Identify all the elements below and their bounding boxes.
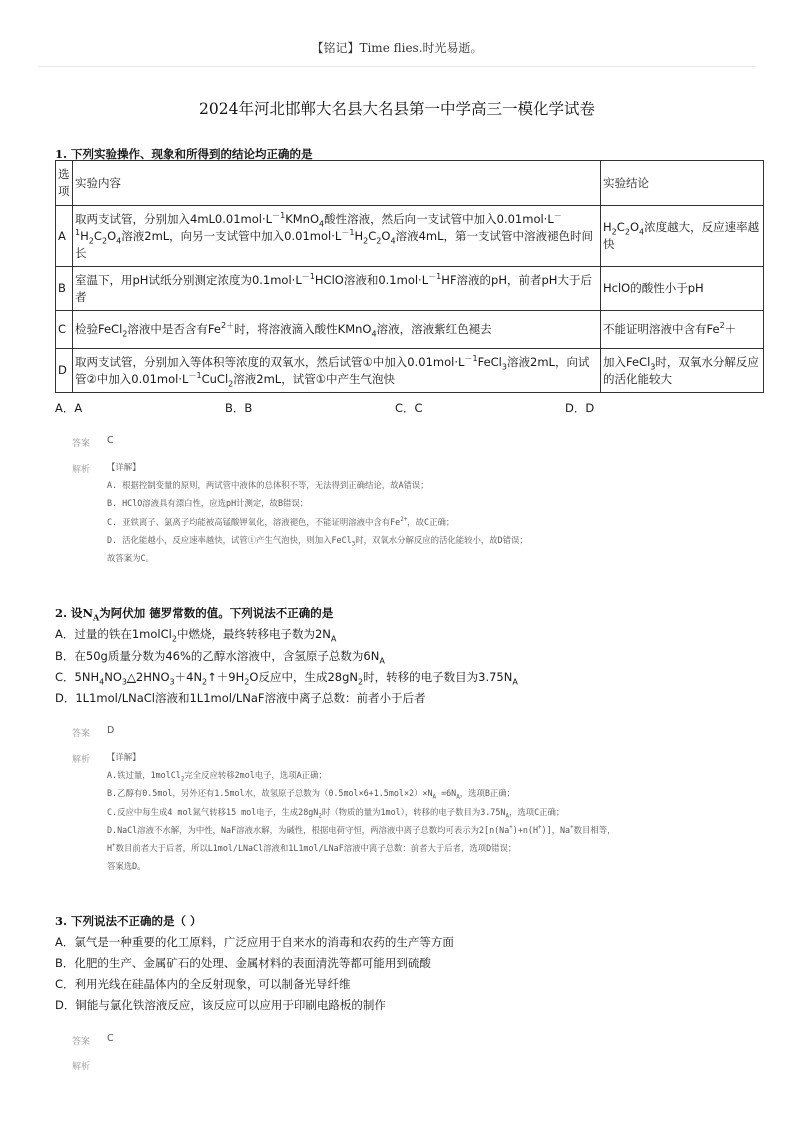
q2-answer-value: D xyxy=(107,725,115,736)
q2-option-a: A．过量的铁在1molCl$_2$中燃烧，最终转移电子数为$2N_A$ xyxy=(55,627,337,644)
q2-option-c: C．$5NH_4NO_3\triangle 2HNO_3+4N_2↑+9H_2O$反应中，生成$28gN_2$时，转移的电子数目为$3.75N_A$ xyxy=(55,670,518,687)
table-header-row xyxy=(56,161,764,206)
analysis-line: 【详解】 xyxy=(107,462,141,472)
q1-analysis-label: 解析 xyxy=(72,465,91,475)
row-content: 检验FeCl$_2$溶液中是否含有$Fe^{2+}$时，将溶液滴入酸性KMnO$_4$溶液，溶液紫红色褪去 xyxy=(73,311,601,349)
row-content: 取两支试管，分别加入$4mL0.01mol\cdot L^{-1}KMnO_4$酸性溶液，然后向一支试管中加入$0.01mol\cdot L^{-1}H_2C_2O_4$溶液2mL，向另一支试管中加入$0.01mol\cdot L^{-1}H_2C_2O_4$溶液4mL，第一支试管中溶液褪色时间长 xyxy=(73,206,601,267)
q2-option-d: D．1L1mol/LNaCl溶液和1L1mol/LNaF溶液中离子总数：前者小于后者 xyxy=(55,691,426,705)
analysis-line: H+数目前者大于后者，所以L1mol/LNaCl溶液和1L1mol/LNaF溶液中离子总数：前者大于后者，选项D错误； xyxy=(107,843,517,854)
analysis-line: D. 活化能越小，反应速率越快，试管①产生气泡快，则加入FeCl$_3$时，双氧水分解反应的活化能较小，故D错误； xyxy=(107,534,528,548)
row-option: B xyxy=(56,267,73,311)
q1-option-b: B．B xyxy=(225,401,253,415)
analysis-line: C.反应中每生成4 mol氮气转移15 mol电子，生成$28gN_2$时（物质的量为1mol），转移的电子数目为$3.75N_A$，选项C正确； xyxy=(107,806,565,820)
header-content: 实验内容 xyxy=(73,161,601,206)
analysis-line: B. HClO溶液具有漂白性，应选pH计测定，故B错误； xyxy=(107,498,309,509)
analysis-line: A.铁过量，1molCl$_2$完全反应转移2mol电子，选项A正确； xyxy=(107,770,327,783)
q2-answer-label: 答案 xyxy=(72,729,91,739)
table-row xyxy=(56,267,764,311)
question-1-table xyxy=(55,160,764,393)
row-conclusion: 不能证明溶液中含有$Fe^2+$ xyxy=(601,311,764,349)
q2-analysis xyxy=(107,748,616,875)
row-conclusion: $H_2C_2O_4$浓度越大，反应速率越快 xyxy=(601,206,764,267)
q3-answer-label: 答案 xyxy=(72,1037,91,1047)
analysis-line: C. 亚铁离子、氯离子均能被高锰酸钾氧化，溶液褪色，不能证明溶液中含有$Fe^{2+}$，故C正确； xyxy=(107,516,455,527)
page-title: 2024年河北邯郸大名县大名县第一中学高三一模化学试卷 xyxy=(199,100,595,118)
page-header-motto: 【铭记】Time flies.时光易逝。 xyxy=(311,41,483,55)
header-conclusion: 实验结论 xyxy=(601,161,764,206)
q3-analysis-label: 解析 xyxy=(72,1062,91,1072)
q3-option-b: B．化肥的生产、金属矿石的处理、金属材料的表面清洗等都可能用到硫酸 xyxy=(55,956,431,970)
analysis-line: B.乙醇有0.5mol，另外还有1.5mol水，故氢原子总数为$(0.5mol\times 6+1.5mol\times 2)\times N_A =6N_A$，选项B正确； xyxy=(107,788,516,802)
header-option: 选项 xyxy=(56,161,73,206)
q3-option-c: C．利用光线在硅晶体内的全反射现象，可以制备光导纤维 xyxy=(55,977,351,991)
header-divider xyxy=(38,66,756,67)
row-option: A xyxy=(56,206,73,267)
table-row xyxy=(56,349,764,393)
q2-analysis-label: 解析 xyxy=(72,755,91,765)
question-1-title: 1. 下列实验操作、现象和所得到的结论均正确的是 xyxy=(55,147,313,161)
question-3-title: 3. 下列说法不正确的是（ ） xyxy=(55,914,202,928)
analysis-line: 【详解】 xyxy=(107,752,141,762)
q3-answer-value: C xyxy=(107,1033,114,1044)
question-2-title: 2. 设$N_A$为阿伏加 德罗常数的值。下列说法不正确的是 xyxy=(55,606,334,623)
q2-option-b: B．在50g质量分数为46%的乙醇水溶液中，含氢原子总数为$6N_A$ xyxy=(55,649,385,666)
q3-option-a: A．氯气是一种重要的化工原料，广泛应用于自来水的消毒和农药的生产等方面 xyxy=(55,935,454,949)
q1-answer-label: 答案 xyxy=(72,439,91,449)
q3-option-d: D．铜能与氯化铁溶液反应，该反应可以应用于印刷电路板的制作 xyxy=(55,998,386,1012)
analysis-line: A. 根据控制变量的原则，两试管中液体的总体积不等，无法得到正确结论，故A错误； xyxy=(107,480,429,491)
q1-option-d: D．D xyxy=(565,401,595,415)
analysis-line: 答案选D。 xyxy=(107,861,146,872)
row-content: 室温下，用pH试纸分别测定浓度为$0.1mol\cdot L^{-1}HClO$溶液和$0.1mol\cdot L^{-1}HF$溶液的pH，前者pH大于后者 xyxy=(73,267,601,311)
table-row xyxy=(56,206,764,267)
analysis-line: D.NaCl溶液不水解，为中性，NaF溶液水解，为碱性，根据电荷守恒，两溶液中离子总数均可表示为2[n(Na+)+n(H+)]，Na+数目相等， xyxy=(107,824,616,835)
row-option: D xyxy=(56,349,73,393)
row-option: C xyxy=(56,311,73,349)
row-content: 取两支试管，分别加入等体积等浓度的双氧水，然后试管①中加入$0.01mol\cdot L^{-1}FeCl_3$溶液2mL，向试管②中加入$0.01mol\cdot L^{-1}CuCl_2$溶液2mL，试管①中产生气泡快 xyxy=(73,349,601,393)
q1-option-a: A．A xyxy=(55,401,83,415)
q1-option-c: C．C xyxy=(395,401,423,415)
q1-answer-value: C xyxy=(107,435,114,446)
analysis-line: 故答案为C。 xyxy=(107,553,154,564)
table-row xyxy=(56,311,764,349)
row-conclusion: 加入FeCl$_3$时，双氧水分解反应的活化能较大 xyxy=(601,349,764,393)
q1-analysis xyxy=(107,458,528,567)
row-conclusion: HclO的酸性小于pH xyxy=(601,267,764,311)
